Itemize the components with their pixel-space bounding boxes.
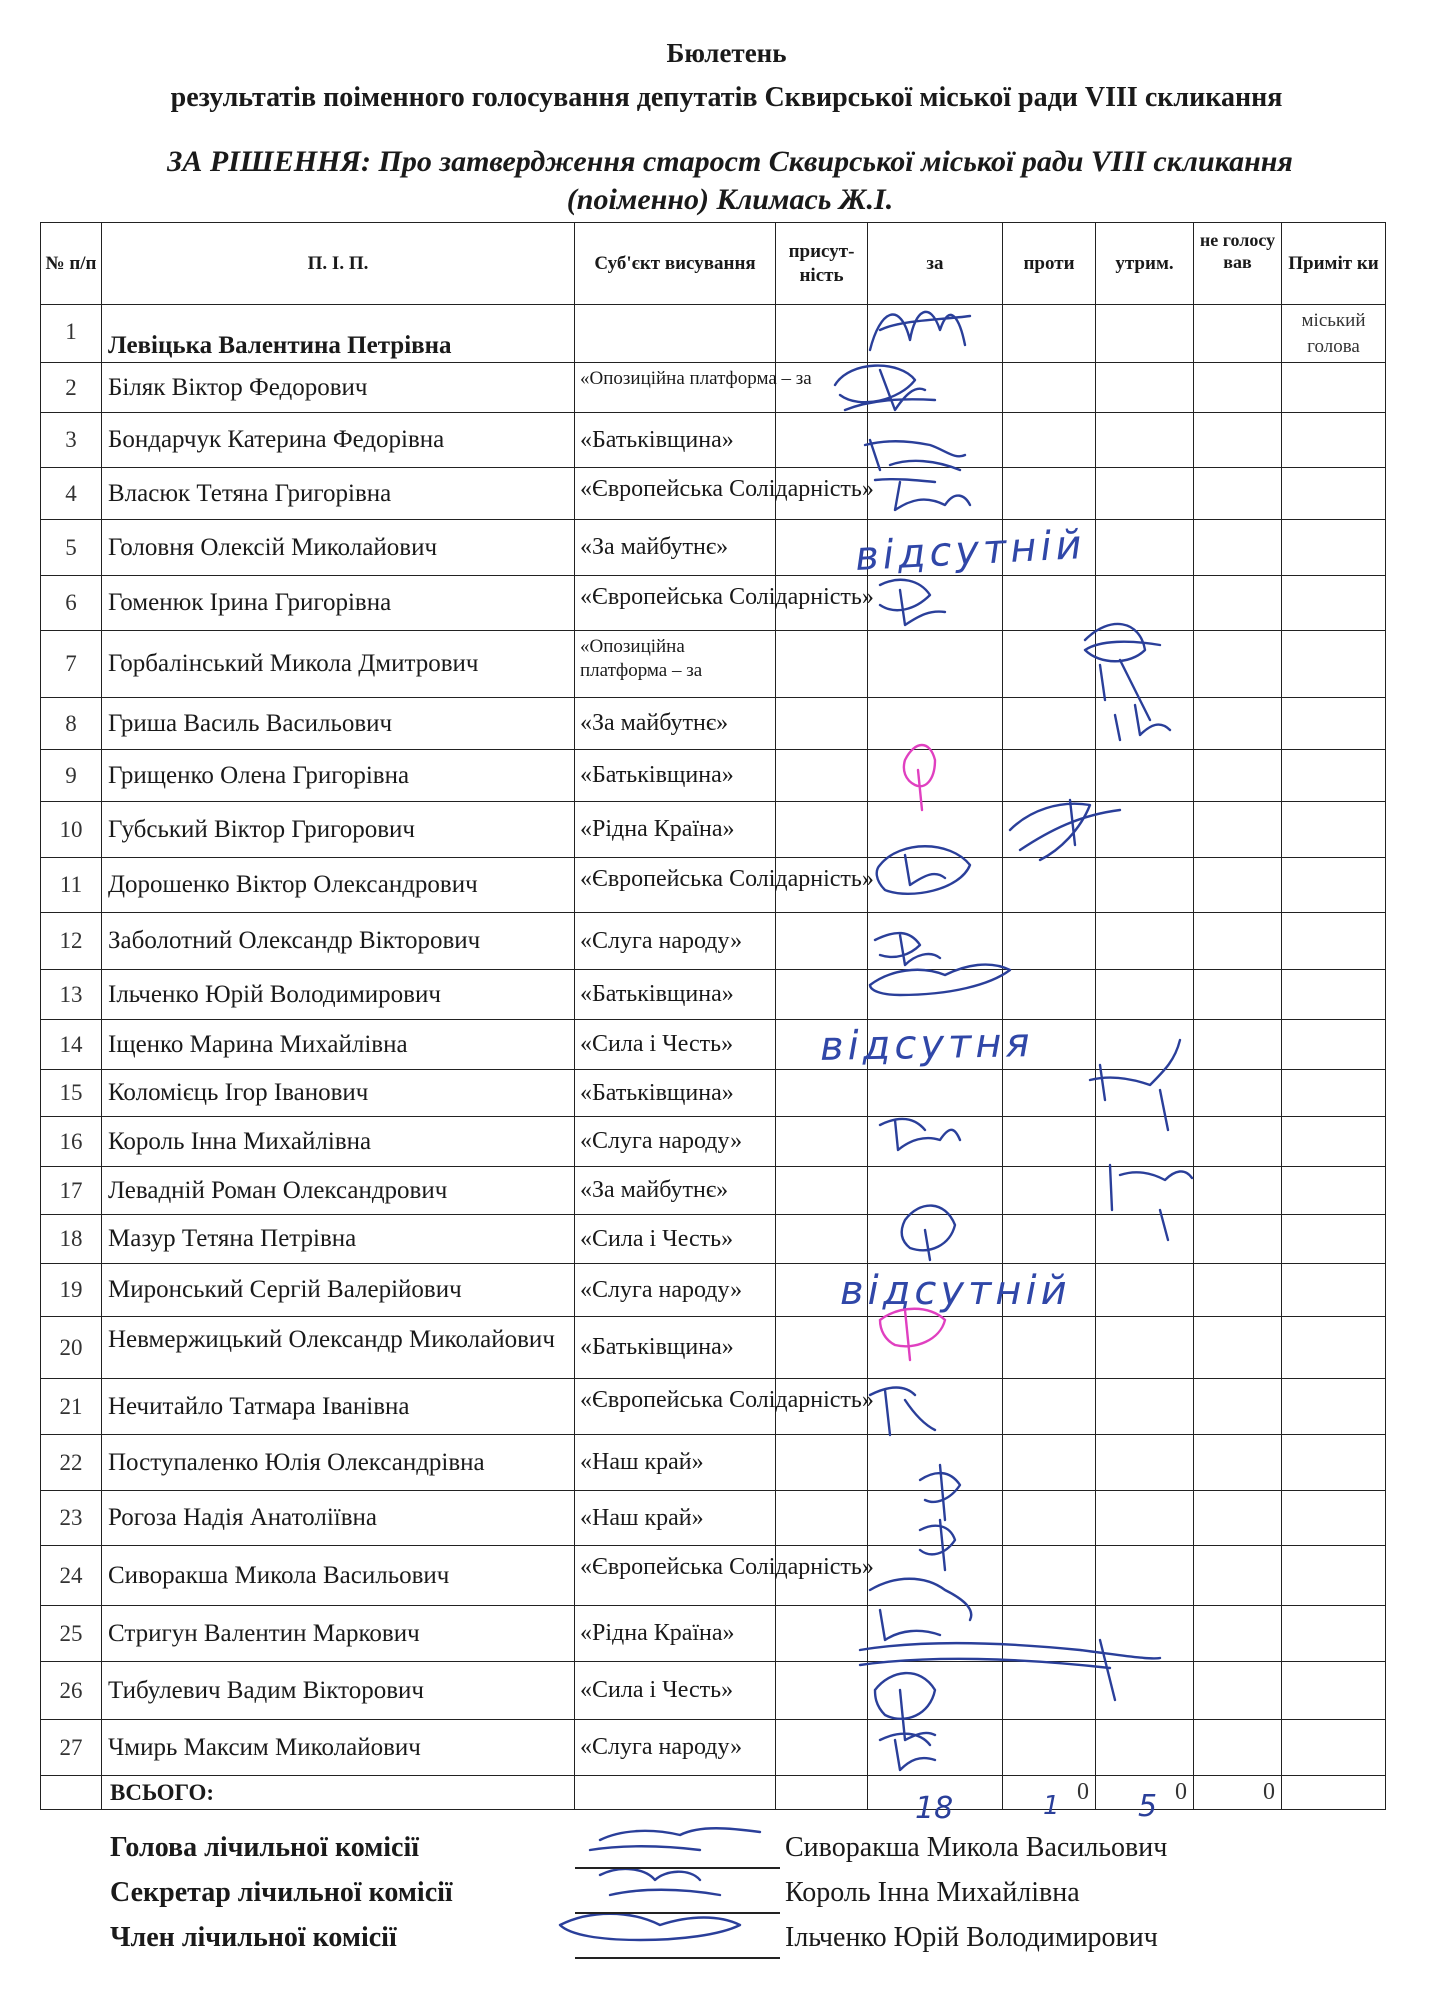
row-name: Поступаленко Юлія Олександрівна bbox=[102, 1435, 575, 1491]
row-note bbox=[1282, 363, 1386, 413]
row-party: «Слуга народу» bbox=[575, 1720, 776, 1776]
row-abstain bbox=[1096, 1070, 1194, 1117]
row-party: «За майбутнє» bbox=[575, 1167, 776, 1215]
row-for bbox=[868, 1606, 1003, 1662]
row-note bbox=[1282, 1070, 1386, 1117]
table-row bbox=[41, 1167, 1386, 1215]
row-note bbox=[1282, 750, 1386, 802]
row-party: «Батьківщина» bbox=[575, 750, 776, 802]
row-abstain bbox=[1096, 750, 1194, 802]
header-name: П. І. П. bbox=[102, 223, 575, 305]
row-party: «Опозиційна платформа – за bbox=[575, 631, 776, 698]
header-against: проти bbox=[1003, 223, 1096, 305]
signature-secretary bbox=[600, 1869, 720, 1895]
row-num: 27 bbox=[41, 1720, 102, 1776]
row-for bbox=[868, 631, 1003, 698]
table-row bbox=[41, 413, 1386, 468]
row-not-voted bbox=[1194, 1020, 1282, 1070]
row-for bbox=[868, 1720, 1003, 1776]
row-note bbox=[1282, 1662, 1386, 1720]
row-not-voted bbox=[1194, 520, 1282, 576]
row-for bbox=[868, 1435, 1003, 1491]
header-for: за bbox=[868, 223, 1003, 305]
row-abstain bbox=[1096, 363, 1194, 413]
row-abstain bbox=[1096, 1020, 1194, 1070]
row-party: «Опозиційна платформа – за bbox=[575, 363, 776, 413]
row-note bbox=[1282, 413, 1386, 468]
row-num: 14 bbox=[41, 1020, 102, 1070]
row-not-voted bbox=[1194, 913, 1282, 970]
row-abstain bbox=[1096, 1379, 1194, 1435]
row-abstain bbox=[1096, 1264, 1194, 1317]
row-abstain bbox=[1096, 468, 1194, 520]
row-for bbox=[868, 1379, 1003, 1435]
row-not-voted bbox=[1194, 802, 1282, 858]
row-for bbox=[868, 1117, 1003, 1167]
table-row bbox=[41, 1491, 1386, 1546]
signature-head bbox=[590, 1828, 760, 1850]
document-subtitle: результатів поіменного голосування депутатів Сквирської міської ради VIII скликання bbox=[170, 82, 1283, 113]
table-row bbox=[41, 1215, 1386, 1264]
row-num: 12 bbox=[41, 913, 102, 970]
member-signature-line bbox=[575, 1957, 780, 1959]
row-for bbox=[868, 750, 1003, 802]
row-num: 16 bbox=[41, 1117, 102, 1167]
row-abstain bbox=[1096, 413, 1194, 468]
row-name: Тибулевич Вадим Вікторович bbox=[102, 1662, 575, 1720]
row-party: «Наш край» bbox=[575, 1491, 776, 1546]
row-name: Дорошенко Віктор Олександрович bbox=[102, 858, 575, 913]
row-present bbox=[776, 631, 868, 698]
row-for bbox=[868, 913, 1003, 970]
row-not-voted bbox=[1194, 1215, 1282, 1264]
table-row bbox=[41, 363, 1386, 413]
row-num: 6 bbox=[41, 576, 102, 631]
row-not-voted bbox=[1194, 1491, 1282, 1546]
total-present bbox=[776, 1776, 868, 1810]
row-abstain bbox=[1096, 576, 1194, 631]
row-not-voted bbox=[1194, 970, 1282, 1020]
row-num: 19 bbox=[41, 1264, 102, 1317]
row-against bbox=[1003, 970, 1096, 1020]
row-against bbox=[1003, 1167, 1096, 1215]
row-party: «Слуга народу» bbox=[575, 1117, 776, 1167]
row-abstain bbox=[1096, 698, 1194, 750]
row-abstain bbox=[1096, 1491, 1194, 1546]
total-note bbox=[1282, 1776, 1386, 1810]
row-abstain bbox=[1096, 1167, 1194, 1215]
row-against bbox=[1003, 1546, 1096, 1606]
signature-member bbox=[560, 1914, 740, 1940]
row-party: «Сила і Честь» bbox=[575, 1215, 776, 1264]
row-name: Горбалінський Микола Дмитрович bbox=[102, 631, 575, 698]
row-not-voted bbox=[1194, 698, 1282, 750]
row-present bbox=[776, 1606, 868, 1662]
row-name: Коломієць Ігор Іванович bbox=[102, 1070, 575, 1117]
row-note bbox=[1282, 1117, 1386, 1167]
row-note bbox=[1282, 1606, 1386, 1662]
row-num: 7 bbox=[41, 631, 102, 698]
row-against bbox=[1003, 468, 1096, 520]
total-abstain-handwritten: 5 bbox=[1138, 1789, 1158, 1824]
row-party: «Батьківщина» bbox=[575, 1070, 776, 1117]
row-not-voted bbox=[1194, 1606, 1282, 1662]
row-note bbox=[1282, 1435, 1386, 1491]
row-num: 21 bbox=[41, 1379, 102, 1435]
table-row bbox=[41, 698, 1386, 750]
row-abstain bbox=[1096, 1317, 1194, 1379]
table-row bbox=[41, 1264, 1386, 1317]
row-against bbox=[1003, 1662, 1096, 1720]
row-num: 1 bbox=[41, 305, 102, 363]
total-for-handwritten: 18 bbox=[915, 1791, 954, 1826]
decision-heading bbox=[60, 143, 1400, 219]
row-for bbox=[868, 1546, 1003, 1606]
table-row bbox=[41, 858, 1386, 913]
commission-member-name: Ільченко Юрій Володимирович bbox=[785, 1922, 1158, 1953]
row-abstain bbox=[1096, 1720, 1194, 1776]
total-against-handwritten: 1 bbox=[1043, 1791, 1060, 1821]
row-present bbox=[776, 1662, 868, 1720]
row-note bbox=[1282, 1317, 1386, 1379]
header-not-voted: не голосу вав bbox=[1194, 223, 1282, 305]
row-name: Король Інна Михайлівна bbox=[102, 1117, 575, 1167]
absent-note-row-19: відсутній bbox=[840, 1268, 1071, 1314]
row-present bbox=[776, 305, 868, 363]
row-name: Іщенко Марина Михайлівна bbox=[102, 1020, 575, 1070]
row-party: «Європейська Солідарність» bbox=[575, 576, 776, 631]
table-row bbox=[41, 468, 1386, 520]
row-note bbox=[1282, 698, 1386, 750]
table-row bbox=[41, 631, 1386, 698]
row-not-voted bbox=[1194, 305, 1282, 363]
row-for bbox=[868, 970, 1003, 1020]
row-not-voted bbox=[1194, 1317, 1282, 1379]
row-note bbox=[1282, 858, 1386, 913]
table-row bbox=[41, 1117, 1386, 1167]
row-note bbox=[1282, 970, 1386, 1020]
table-row bbox=[41, 1606, 1386, 1662]
row-name: Левадній Роман Олександрович bbox=[102, 1167, 575, 1215]
row-num: 15 bbox=[41, 1070, 102, 1117]
row-not-voted bbox=[1194, 1546, 1282, 1606]
row-abstain bbox=[1096, 305, 1194, 363]
row-num: 24 bbox=[41, 1546, 102, 1606]
row-present bbox=[776, 750, 868, 802]
total-party bbox=[575, 1776, 776, 1810]
row-against bbox=[1003, 1491, 1096, 1546]
row-party: «Європейська Солідарність» bbox=[575, 1546, 776, 1606]
row-note bbox=[1282, 1720, 1386, 1776]
header-num: № п/п bbox=[41, 223, 102, 305]
absent-note-row-5: відсутній bbox=[853, 521, 1087, 581]
row-against bbox=[1003, 363, 1096, 413]
table-row bbox=[41, 802, 1386, 858]
table-row bbox=[41, 1435, 1386, 1491]
row-not-voted bbox=[1194, 1167, 1282, 1215]
row-party: «За майбутнє» bbox=[575, 698, 776, 750]
row-note bbox=[1282, 1020, 1386, 1070]
row-present bbox=[776, 1215, 868, 1264]
row-against bbox=[1003, 1317, 1096, 1379]
row-present bbox=[776, 413, 868, 468]
row-name: Левіцька Валентина Петрівна bbox=[102, 305, 575, 363]
row-not-voted bbox=[1194, 1070, 1282, 1117]
commission-head-name: Сиворакша Микола Васильович bbox=[785, 1832, 1168, 1863]
row-name: Чмирь Максим Миколайович bbox=[102, 1720, 575, 1776]
row-not-voted bbox=[1194, 1720, 1282, 1776]
row-for bbox=[868, 698, 1003, 750]
row-present bbox=[776, 1117, 868, 1167]
row-not-voted bbox=[1194, 468, 1282, 520]
row-against bbox=[1003, 413, 1096, 468]
row-party: «Сила і Честь» bbox=[575, 1662, 776, 1720]
row-against bbox=[1003, 802, 1096, 858]
row-num: 22 bbox=[41, 1435, 102, 1491]
decision-line-1: ЗА РІШЕННЯ: Про затвердження старост Сквирської міської ради VIII скликання bbox=[167, 145, 1293, 178]
row-note bbox=[1282, 1491, 1386, 1546]
row-abstain bbox=[1096, 802, 1194, 858]
row-num: 23 bbox=[41, 1491, 102, 1546]
row-num: 20 bbox=[41, 1317, 102, 1379]
row-name: Заболотний Олександр Вікторович bbox=[102, 913, 575, 970]
row-against bbox=[1003, 305, 1096, 363]
total-against-printed: 0 bbox=[1003, 1776, 1096, 1810]
row-note bbox=[1282, 1546, 1386, 1606]
row-party: «Сила і Честь» bbox=[575, 1020, 776, 1070]
vote-table bbox=[40, 222, 1386, 1810]
header-note: Приміт ки bbox=[1282, 223, 1386, 305]
header-abstain: утрим. bbox=[1096, 223, 1194, 305]
row-present bbox=[776, 970, 868, 1020]
row-abstain bbox=[1096, 1546, 1194, 1606]
row-num: 3 bbox=[41, 413, 102, 468]
row-party: «Наш край» bbox=[575, 1435, 776, 1491]
row-num: 11 bbox=[41, 858, 102, 913]
row-present bbox=[776, 1720, 868, 1776]
row-against bbox=[1003, 913, 1096, 970]
row-num: 13 bbox=[41, 970, 102, 1020]
row-num: 4 bbox=[41, 468, 102, 520]
row-abstain bbox=[1096, 631, 1194, 698]
table-row bbox=[41, 913, 1386, 970]
commission-secretary-name: Король Інна Михайлівна bbox=[785, 1877, 1080, 1908]
table-row bbox=[41, 1662, 1386, 1720]
table-row bbox=[41, 1379, 1386, 1435]
row-against bbox=[1003, 1070, 1096, 1117]
row-num: 10 bbox=[41, 802, 102, 858]
head-signature-line bbox=[575, 1867, 780, 1869]
row-party: «Слуга народу» bbox=[575, 913, 776, 970]
row-note bbox=[1282, 1379, 1386, 1435]
row-not-voted bbox=[1194, 1435, 1282, 1491]
row-for bbox=[868, 468, 1003, 520]
table-row bbox=[41, 1317, 1386, 1379]
table-row bbox=[41, 1020, 1386, 1070]
row-against bbox=[1003, 1606, 1096, 1662]
row-not-voted bbox=[1194, 1117, 1282, 1167]
row-for bbox=[868, 1215, 1003, 1264]
row-abstain bbox=[1096, 1117, 1194, 1167]
row-name: Миронський Сергій Валерійович bbox=[102, 1264, 575, 1317]
row-for bbox=[868, 1167, 1003, 1215]
row-num: 2 bbox=[41, 363, 102, 413]
row-note bbox=[1282, 1215, 1386, 1264]
row-party: «Європейська Солідарність» bbox=[575, 1379, 776, 1435]
row-abstain bbox=[1096, 520, 1194, 576]
row-not-voted bbox=[1194, 363, 1282, 413]
row-not-voted bbox=[1194, 858, 1282, 913]
row-not-voted bbox=[1194, 631, 1282, 698]
row-for bbox=[868, 576, 1003, 631]
row-not-voted bbox=[1194, 1662, 1282, 1720]
row-note bbox=[1282, 1264, 1386, 1317]
decision-line-2: (поіменно) Климась Ж.І. bbox=[566, 183, 894, 216]
row-name: Стригун Валентин Маркович bbox=[102, 1606, 575, 1662]
total-row bbox=[41, 1776, 1386, 1810]
table-row bbox=[41, 750, 1386, 802]
total-not-voted: 0 bbox=[1194, 1776, 1282, 1810]
row-name: Бондарчук Катерина Федорівна bbox=[102, 413, 575, 468]
row-not-voted bbox=[1194, 1379, 1282, 1435]
commission-member-label: Член лічильної комісії bbox=[110, 1922, 397, 1953]
row-name: Грищенко Олена Григорівна bbox=[102, 750, 575, 802]
row-party: «Батьківщина» bbox=[575, 1317, 776, 1379]
row-num: 17 bbox=[41, 1167, 102, 1215]
row-abstain bbox=[1096, 1215, 1194, 1264]
row-party: «Батьківщина» bbox=[575, 970, 776, 1020]
row-present bbox=[776, 913, 868, 970]
row-for bbox=[868, 802, 1003, 858]
total-abstain-printed: 0 bbox=[1096, 1776, 1194, 1810]
absent-note-row-14: відсутня bbox=[819, 1020, 1034, 1070]
row-against bbox=[1003, 1215, 1096, 1264]
row-party: «Рідна Країна» bbox=[575, 802, 776, 858]
row-name: Рогоза Надія Анатоліївна bbox=[102, 1491, 575, 1546]
row-abstain bbox=[1096, 1606, 1194, 1662]
row-present bbox=[776, 1317, 868, 1379]
row-note bbox=[1282, 913, 1386, 970]
row-for bbox=[868, 1317, 1003, 1379]
row-party bbox=[575, 305, 776, 363]
row-not-voted bbox=[1194, 750, 1282, 802]
row-not-voted bbox=[1194, 413, 1282, 468]
row-party: «Батьківщина» bbox=[575, 413, 776, 468]
row-name: Біляк Віктор Федорович bbox=[102, 363, 575, 413]
row-for bbox=[868, 305, 1003, 363]
table-row bbox=[41, 305, 1386, 363]
row-party: «Рідна Країна» bbox=[575, 1606, 776, 1662]
row-against bbox=[1003, 1379, 1096, 1435]
row-present bbox=[776, 1435, 868, 1491]
row-against bbox=[1003, 698, 1096, 750]
commission-secretary-label: Секретар лічильної комісії bbox=[110, 1877, 453, 1908]
row-party: «Слуга народу» bbox=[575, 1264, 776, 1317]
row-name: Ільченко Юрій Володимирович bbox=[102, 970, 575, 1020]
row-against bbox=[1003, 1117, 1096, 1167]
row-name: Гоменюк Ірина Григорівна bbox=[102, 576, 575, 631]
row-present bbox=[776, 698, 868, 750]
row-note: міський голова bbox=[1282, 305, 1386, 363]
row-present bbox=[776, 1070, 868, 1117]
row-for bbox=[868, 1491, 1003, 1546]
row-not-voted bbox=[1194, 1264, 1282, 1317]
row-against bbox=[1003, 576, 1096, 631]
row-num: 8 bbox=[41, 698, 102, 750]
row-note bbox=[1282, 520, 1386, 576]
row-num: 26 bbox=[41, 1662, 102, 1720]
row-note bbox=[1282, 1167, 1386, 1215]
row-present bbox=[776, 1167, 868, 1215]
row-against bbox=[1003, 1720, 1096, 1776]
row-note bbox=[1282, 802, 1386, 858]
row-party: «За майбутнє» bbox=[575, 520, 776, 576]
total-num bbox=[41, 1776, 102, 1810]
row-not-voted bbox=[1194, 576, 1282, 631]
row-name: Головня Олексій Миколайович bbox=[102, 520, 575, 576]
document-title: Бюлетень bbox=[666, 38, 787, 68]
row-num: 25 bbox=[41, 1606, 102, 1662]
row-for bbox=[868, 1070, 1003, 1117]
row-abstain bbox=[1096, 1435, 1194, 1491]
row-name: Мазур Тетяна Петрівна bbox=[102, 1215, 575, 1264]
row-party: «Європейська Солідарність» bbox=[575, 858, 776, 913]
row-for bbox=[868, 413, 1003, 468]
row-against bbox=[1003, 750, 1096, 802]
header-present: присут-ність bbox=[776, 223, 868, 305]
row-against bbox=[1003, 631, 1096, 698]
row-for bbox=[868, 858, 1003, 913]
header-party: Суб'єкт висування bbox=[575, 223, 776, 305]
row-note bbox=[1282, 468, 1386, 520]
table-row bbox=[41, 576, 1386, 631]
row-party: «Європейська Солідарність» bbox=[575, 468, 776, 520]
secretary-signature-line bbox=[575, 1912, 780, 1914]
table-row bbox=[41, 520, 1386, 576]
row-name: Сиворакша Микола Васильович bbox=[102, 1546, 575, 1606]
row-note bbox=[1282, 576, 1386, 631]
row-name: Нечитайло Татмара Іванівна bbox=[102, 1379, 575, 1435]
row-num: 5 bbox=[41, 520, 102, 576]
total-label: ВСЬОГО: bbox=[102, 1776, 575, 1810]
row-present bbox=[776, 802, 868, 858]
table-row bbox=[41, 1070, 1386, 1117]
row-num: 9 bbox=[41, 750, 102, 802]
row-name: Невмержицький Олександр Миколайович bbox=[102, 1317, 575, 1379]
row-abstain bbox=[1096, 1662, 1194, 1720]
table-row bbox=[41, 970, 1386, 1020]
row-name: Власюк Тетяна Григорівна bbox=[102, 468, 575, 520]
row-name: Гриша Василь Васильович bbox=[102, 698, 575, 750]
row-abstain bbox=[1096, 970, 1194, 1020]
row-abstain bbox=[1096, 913, 1194, 970]
row-note bbox=[1282, 631, 1386, 698]
row-against bbox=[1003, 1435, 1096, 1491]
row-name: Губський Віктор Григорович bbox=[102, 802, 575, 858]
row-abstain bbox=[1096, 858, 1194, 913]
row-for bbox=[868, 363, 1003, 413]
row-num: 18 bbox=[41, 1215, 102, 1264]
row-present bbox=[776, 1491, 868, 1546]
table-row bbox=[41, 1720, 1386, 1776]
row-against bbox=[1003, 858, 1096, 913]
row-for bbox=[868, 1662, 1003, 1720]
commission-head-label: Голова лічильної комісії bbox=[110, 1832, 420, 1863]
table-row bbox=[41, 1546, 1386, 1606]
